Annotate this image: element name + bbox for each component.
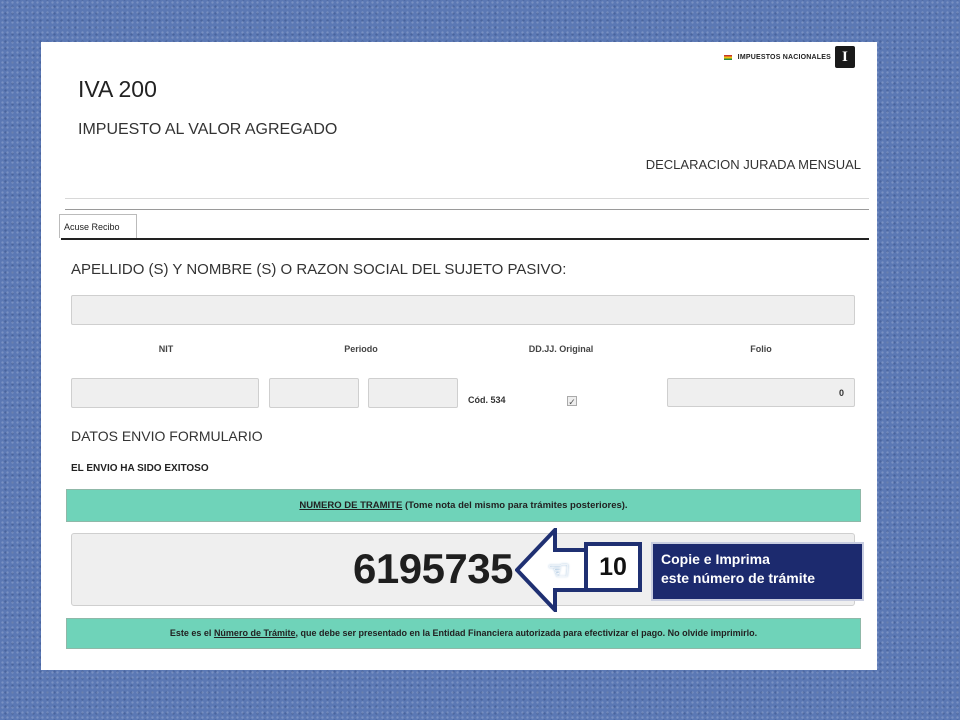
tab-acuse-recibo[interactable]: Acuse Recibo [59, 214, 137, 238]
periodo-label: Periodo [344, 344, 378, 354]
instruction-line-2: este número de trámite [661, 570, 816, 586]
logo-text: IMPUESTOS NACIONALES [737, 53, 831, 61]
step-number-badge: 10 [584, 542, 642, 592]
divider [65, 198, 869, 199]
folio-label: Folio [750, 344, 772, 354]
envio-status: EL ENVIO HA SIDO EXITOSO [71, 463, 209, 474]
ddjj-original-checkbox[interactable]: ✓ [568, 397, 576, 407]
footer-text-post: , que debe ser presentado en la Entidad Financiera autorizada para efectivizar el pago. No olvide imprimirlo. [295, 628, 758, 638]
envio-section-title: DATOS ENVIO FORMULARIO [71, 428, 263, 444]
tab-underline [61, 238, 869, 240]
flag-icon [724, 55, 732, 60]
page-subtitle: IMPUESTO AL VALOR AGREGADO [78, 121, 338, 138]
nit-label: NIT [158, 344, 174, 354]
tramite-notice-band [66, 489, 861, 522]
nit-field[interactable] [71, 378, 259, 408]
tramite-label: NUMERO DE TRAMITE [299, 500, 403, 511]
page-title: IVA 200 [78, 76, 157, 102]
footer-notice-band [66, 618, 861, 649]
instruction-callout [651, 542, 864, 601]
declaration-type: DECLARACION JURADA MENSUAL [645, 157, 861, 172]
form-page [41, 42, 877, 670]
divider [65, 209, 869, 210]
instruction-line-1: Copie e Imprima [661, 551, 770, 567]
impuestos-logo [724, 46, 855, 68]
footer-text-pre: Este es el [169, 628, 214, 638]
ddjj-original-label: DD.JJ. Original [528, 344, 594, 354]
periodo-month-field[interactable] [269, 378, 359, 408]
tramite-note: (Tome nota del mismo para trámites posteriores). [402, 500, 628, 511]
periodo-year-field[interactable] [368, 378, 458, 408]
logo-mark-icon: I [835, 46, 855, 68]
taxpayer-name-label: APELLIDO (S) Y NOMBRE (S) O RAZON SOCIAL DEL SUJETO PASIVO: [71, 261, 567, 278]
footer-link: Número de Trámite [213, 628, 296, 638]
tramite-number: 6195735 [353, 545, 514, 592]
taxpayer-name-field[interactable] [71, 295, 855, 325]
cod-534-label: Cód. 534 [468, 395, 506, 405]
pointing-hand-icon: ☜ [547, 555, 571, 585]
folio-field[interactable] [667, 378, 855, 407]
folio-value: 0 [838, 388, 844, 398]
